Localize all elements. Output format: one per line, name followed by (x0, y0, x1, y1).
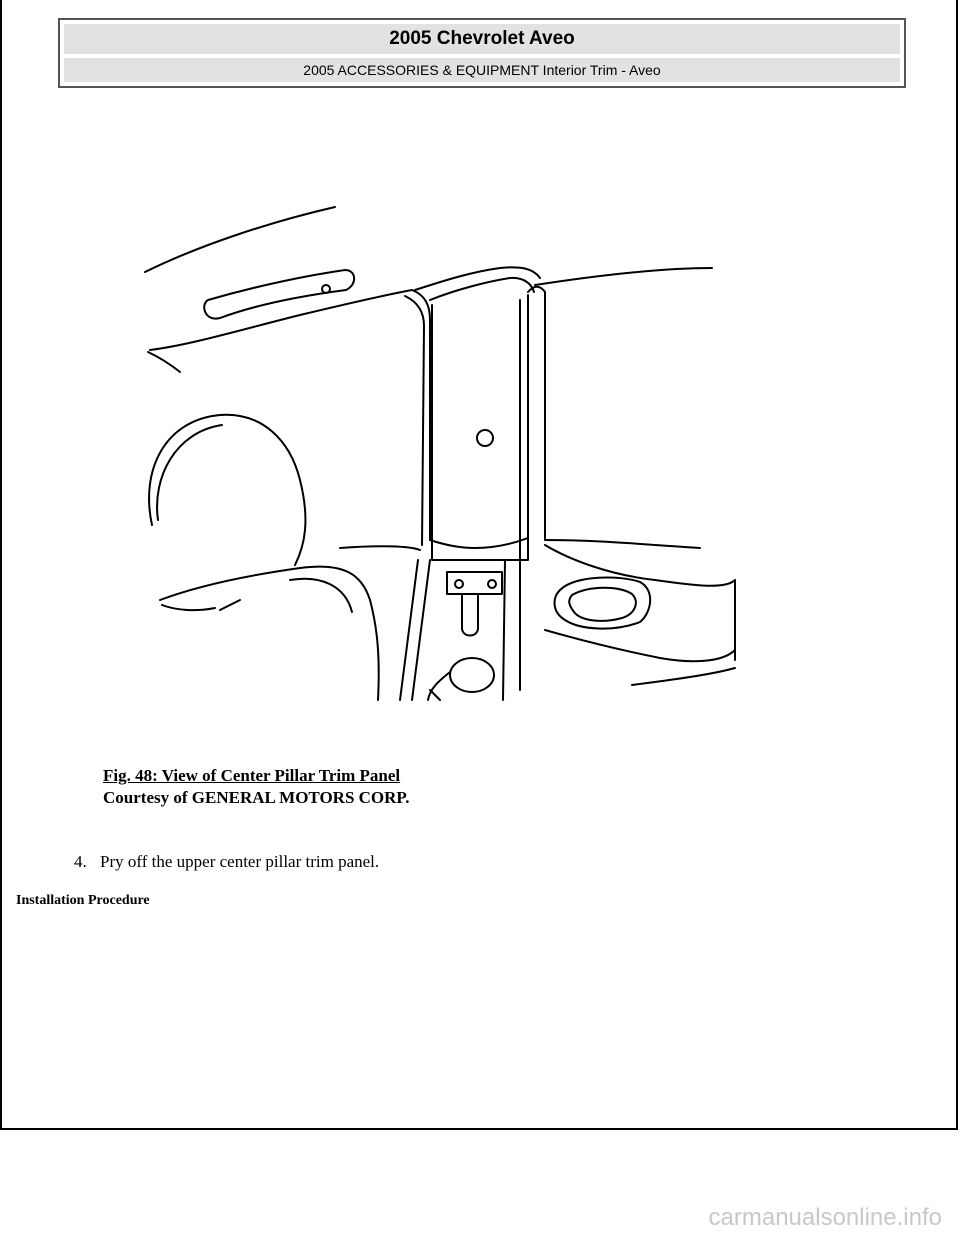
figure-credit: Courtesy of GENERAL MOTORS CORP. (103, 788, 410, 807)
figure-title: Fig. 48: View of Center Pillar Trim Panel (103, 766, 401, 785)
procedure-step (74, 851, 379, 873)
step-number: 4. (74, 852, 87, 871)
center-pillar-illustration (130, 200, 750, 720)
header-title: 2005 Chevrolet Aveo (64, 24, 900, 54)
section-heading: Installation Procedure (16, 893, 150, 908)
page-left-border (0, 0, 2, 1128)
figure-caption (103, 765, 410, 809)
header-subtitle: 2005 ACCESSORIES & EQUIPMENT Interior Trim - Aveo (64, 58, 900, 82)
watermark: carmanualsonline.info (708, 1204, 942, 1231)
step-text: Pry off the upper center pillar trim panel. (100, 852, 380, 871)
document-header (58, 18, 906, 88)
